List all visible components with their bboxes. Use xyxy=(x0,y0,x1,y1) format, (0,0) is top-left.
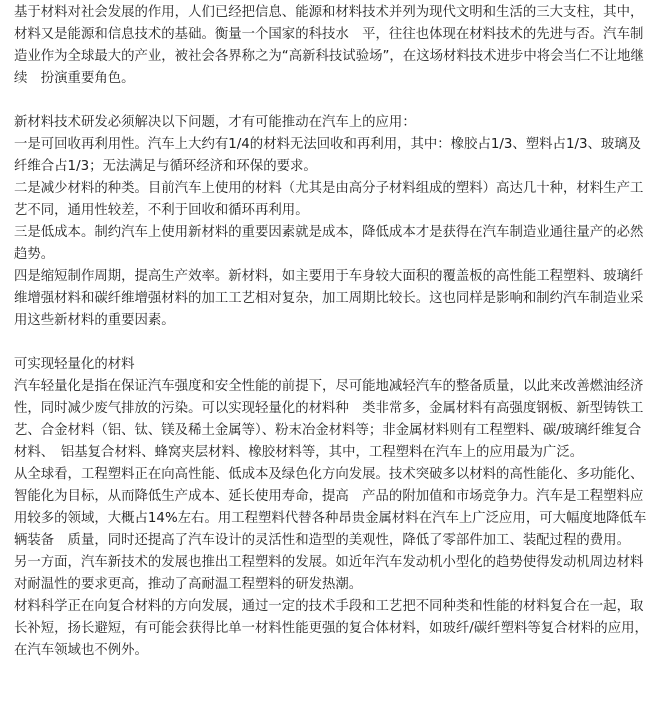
lightweight-definition: 汽车轻量化是指在保证汽车强度和安全性能的前提下，尽可能地减轻汽车的整备质量，以此来改善燃油经济性，同时减少废气排放的污染。可以实现轻量化的材料种 类非常多，金属材料有高强度钢板、新型铸铁工艺、合金材料（铝、钛、镁及稀土金属等）、粉末冶金材料等；非金属材料则有工程塑料、碳/玻璃纤维复合材料、 铝基复合材料、蜂窝夹层材料、橡胶材料等，其中，工程塑料在汽车上的应用最为广泛。 xyxy=(14,379,644,460)
global-trend-paragraph: 从全球看，工程塑料正在向高性能、低成本及绿色化方向发展。技术突破多以材料的高性能化、多功能化、智能化为目标，从而降低生产成本、延长使用寿命，提高 产品的附加值和市场竞争力。汽车是工程塑料应用较多的领域，大概占14%左右。用工程塑料代替各种昂贵金属材料在汽车上广泛应用，可大幅度地降低车辆装备 质量，同时还提高了汽车设计的灵活性和造型的美观性，降低了零部件加工、装配过程的费用。 xyxy=(14,467,647,548)
engine-trend-paragraph: 另一方面，汽车新技术的发展也推出工程塑料的发展。如近年汽车发动机小型化的趋势使得发动机周边材料对耐温性的要求更高，推动了高耐温工程塑料的研发热潮。 xyxy=(14,555,644,592)
issues-lead: 新材料技术研发必须解决以下问题，才有可能推动在汽车上的应用： xyxy=(14,115,416,130)
intro-paragraph: 基于材料对社会发展的作用，人们已经把信息、能源和材料技术并列为现代文明和生活的三大支柱，其中，材料又是能源和信息技术的基础。衡量一个国家的科技水 平，往往也体现在材料技术的先进与否。汽车制造业作为全球最大的产业，被社会各界称之为“高新科技试验场”，在这场材料技术进步中将会当仁不让地继续 扮演重要角色。 xyxy=(14,5,644,86)
lightweight-heading: 可实现轻量化的材料 xyxy=(14,357,135,372)
issue-recyclability: 一是可回收再利用性。汽车上大约有1/4的材料无法回收和再利用，其中：橡胶占1/3、塑料占1/3、玻璃及纤维合占1/3；无法满足与循环经济和环保的要求。 xyxy=(14,137,642,174)
paragraph-gap xyxy=(14,332,651,354)
issue-low-cost: 三是低成本。制约汽车上使用新材料的重要因素就是成本，降低成本才是获得在汽车制造业通往量产的必然趋势。 xyxy=(14,225,644,262)
issue-production-cycle: 四是缩短制作周期，提高生产效率。新材料，如主要用于车身较大面积的覆盖板的高性能工程塑料、玻璃纤维增强材料和碳纤维增强材料的加工工艺相对复杂，加工周期比较长。这也同样是影响和制约汽车制造业采用这些新材料的重要因素。 xyxy=(14,269,644,328)
paragraph-gap xyxy=(14,90,651,112)
issue-material-types: 二是减少材料的种类。目前汽车上使用的材料（尤其是由高分子材料组成的塑料）高达几十种，材料生产工艺不同，通用性较差，不利于回收和循环再利用。 xyxy=(14,181,644,218)
composite-paragraph: 材料科学正在向复合材料的方向发展，通过一定的技术手段和工艺把不同种类和性能的材料复合在一起，取长补短，扬长避短，有可能会获得比单一材料性能更强的复合体材料，如玻纤/碳纤塑料等复合材料的应用，在汽车领域也不例外。 xyxy=(14,599,648,658)
